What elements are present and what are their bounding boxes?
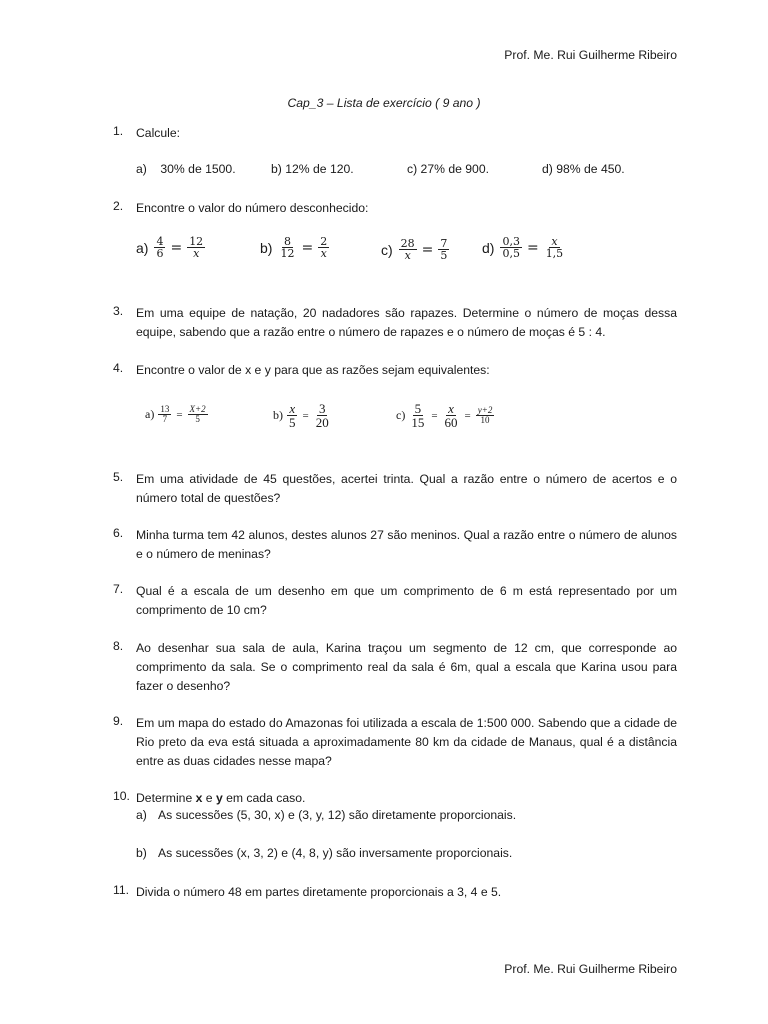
denominator: 0,5: [502, 247, 520, 260]
numerator: X+2: [189, 404, 206, 414]
equation-2a: a) $\frac{4}{6}$ = $\frac{12}{x}$: [136, 235, 204, 260]
fraction: [187, 236, 205, 259]
denominator: 6: [156, 247, 164, 260]
fraction: [278, 236, 296, 259]
fraction: [399, 238, 417, 261]
numerator: y+2: [477, 405, 493, 415]
variable-y: y: [215, 791, 223, 805]
numerator: 8: [283, 235, 291, 248]
question-7-number: 7.: [113, 582, 124, 596]
numerator: x: [289, 401, 296, 416]
denominator: 5: [440, 249, 448, 262]
question-7-text: Qual é a escala de um desenho em que um comprimento de 6 m está representado por um comprimento de 10 cm?: [136, 584, 677, 617]
equation-label: a): [136, 239, 149, 256]
question-6-number: 6.: [113, 526, 124, 540]
fraction: [188, 405, 208, 424]
denominator: 5: [195, 414, 200, 424]
fraction: [158, 405, 171, 424]
equation-label: d): [482, 239, 495, 256]
question-10-text-mid: e: [202, 791, 216, 805]
numerator: x: [551, 235, 558, 248]
numerator: 13: [160, 404, 170, 414]
question-5-text: Em uma atividade de 45 questões, acertei trinta. Qual a razão entre o número de acertos e o número total de questões?: [136, 472, 677, 505]
question-1-number: 1.: [113, 124, 124, 138]
question-8-number: 8.: [113, 639, 124, 653]
question-1-option-c: c) 27% de 900.: [407, 162, 489, 176]
fraction: [287, 402, 298, 429]
question-3-text: Em uma equipe de natação, 20 nadadores são rapazes. Determine o número de moças dessa equipe, sabendo que a razão entre o número de rapazes e o número de moças é 5 : 4.: [136, 306, 677, 339]
question-1-option-a: a) 30% de 1500.: [136, 162, 236, 176]
fraction: [438, 238, 449, 261]
denominator: 20: [315, 415, 329, 430]
numerator: 12: [189, 235, 204, 248]
question-2-number: 2.: [113, 199, 124, 213]
question-10-number: 10.: [113, 789, 130, 803]
question-10-text: [136, 789, 677, 808]
denominator: x: [404, 249, 411, 262]
numerator: 3: [318, 401, 326, 416]
equation-4c: c) $\frac{5}{15}$ = $\frac{x}{60}$ = $\frac{y+2}{10}$: [396, 401, 493, 430]
denominator: x: [320, 247, 327, 260]
equation-2d: d) $\frac{0,3}{0,5}$ = $\frac{x}{1,5}$: [482, 235, 564, 260]
question-6-text: Minha turma tem 42 alunos, destes alunos 27 são meninos. Qual a razão entre o número de alunos e o número de meninas?: [136, 528, 677, 561]
question-4-number: 4.: [113, 361, 124, 375]
fraction: [154, 236, 165, 259]
denominator: 15: [411, 415, 425, 430]
question-1-option-d: d) 98% de 450.: [542, 162, 625, 176]
equation-2c: c) $\frac{28}{x}$ = $\frac{7}{5}$: [381, 237, 448, 262]
question-10-text-pre: Determine: [136, 791, 196, 805]
equation-label: c): [381, 241, 393, 258]
denominator: 10: [480, 415, 490, 425]
fraction: [500, 236, 522, 259]
question-9-number: 9.: [113, 714, 124, 728]
numerator: 4: [156, 235, 164, 248]
numerator: 7: [440, 237, 448, 250]
denominator: 12: [280, 247, 295, 260]
question-10a-label: a): [136, 808, 147, 822]
denominator: 60: [444, 415, 458, 430]
variable-x: x: [195, 791, 203, 805]
fraction: [318, 236, 329, 259]
page-header: Prof. Me. Rui Guilherme Ribeiro: [504, 48, 677, 62]
numerator: 2: [320, 235, 328, 248]
denominator: x: [193, 247, 200, 260]
question-1-option-b: b) 12% de 120.: [271, 162, 354, 176]
denominator: 1,5: [545, 247, 564, 260]
denominator: 7: [162, 414, 168, 424]
question-2-text: Encontre o valor do número desconhecido:: [136, 201, 369, 215]
question-9-text: Em um mapa do estado do Amazonas foi utilizada a escala de 1:500 000. Sabendo que a cidade de Rio preto da eva está situada a aproximadamente 80 km da cidade de Manaus, qual é a distância entre as duas cidades nesse mapa?: [136, 716, 677, 768]
equation-4b: b) $\frac{x}{5}$ = $\frac{3}{20}$: [273, 401, 329, 430]
numerator: x: [448, 401, 454, 416]
equation-2b: b) $\frac{8}{12}$ = $\frac{2}{x}$: [260, 235, 328, 260]
fraction: [409, 402, 426, 429]
question-5-number: 5.: [113, 470, 124, 484]
page-footer: Prof. Me. Rui Guilherme Ribeiro: [504, 962, 677, 976]
question-1-text: Calcule:: [136, 126, 181, 140]
question-10-text-post: em cada caso.: [222, 791, 306, 805]
question-4-text: Encontre o valor de x e y para que as razões sejam equivalentes:: [136, 363, 490, 377]
equation-label: b): [273, 408, 283, 422]
fraction: [544, 236, 566, 259]
equation-label: a): [145, 407, 155, 421]
numerator: 0,3: [502, 235, 520, 248]
fraction: [443, 402, 460, 429]
question-11-text: Divida o número 48 em partes diretamente proporcionais a 3, 4 e 5.: [136, 885, 502, 899]
equation-label: c): [396, 408, 406, 422]
fraction: [476, 406, 495, 425]
question-10a-text: As sucessões (5, 30, x) e (3, y, 12) são diretamente proporcionais.: [158, 808, 517, 822]
equation-4a: a) $\frac{13}{7}$ = $\frac{X+2}{5}$: [145, 404, 206, 424]
fraction: [314, 402, 331, 429]
question-11-number: 11.: [113, 883, 130, 897]
question-8-text: Ao desenhar sua sala de aula, Karina traçou um segmento de 12 cm, que corresponde ao comprimento da sala. Se o comprimento real da sala é 6m, qual a escala que Karina usou para fazer o desenho?: [136, 641, 677, 693]
equation-label: b): [260, 239, 273, 256]
numerator: 28: [400, 237, 415, 250]
question-3-number: 3.: [113, 304, 124, 318]
page-title: Cap_3 – Lista de exercício ( 9 ano ): [287, 96, 481, 110]
denominator: 5: [289, 415, 296, 430]
question-10b-text: As sucessões (x, 3, 2) e (4, 8, y) são inversamente proporcionais.: [158, 846, 513, 860]
numerator: 5: [414, 401, 422, 416]
question-10b-label: b): [136, 846, 147, 860]
